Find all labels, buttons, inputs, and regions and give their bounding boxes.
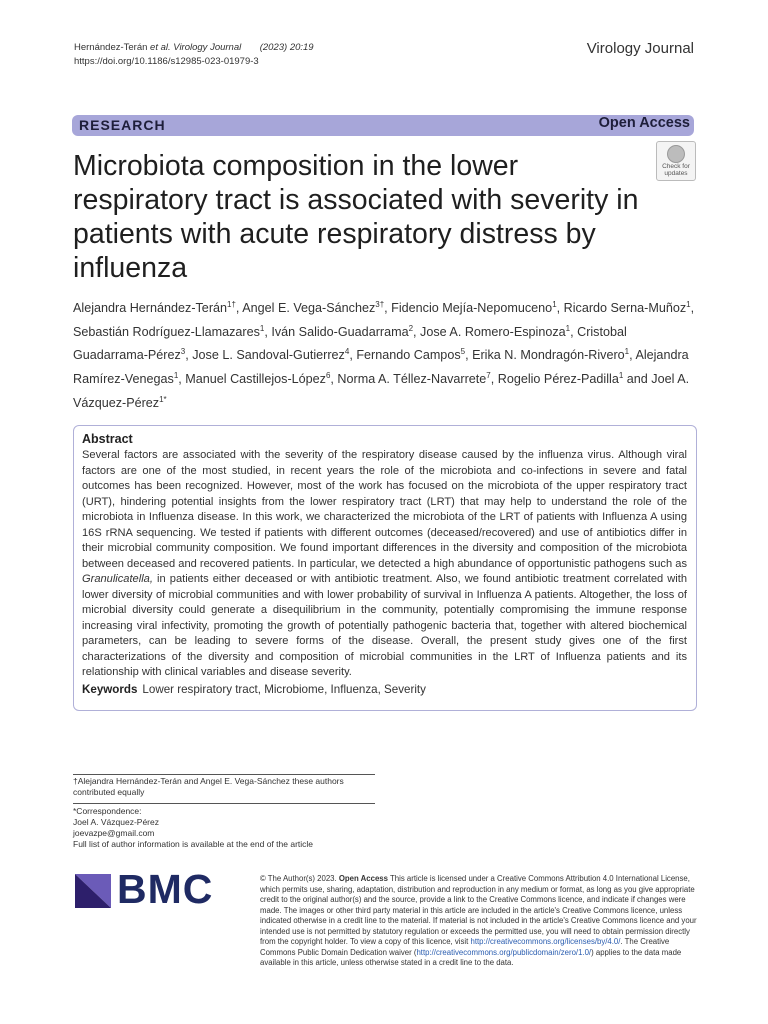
license-body-1: This article is licensed under a Creative Commons Attribution 4.0 International License, which permits use, sharing, adaptation, distribution and reproduction in any medium or format, as long as you give appropriate credit to the original author(s) and the source, provide a link to the Creative Commons licence, and indicate if changes were made. The images or other third party material in this article are included in the article's Creative Commons licence, unless indicated otherwise in a credit line to the material. If material is not included in the article's Creative Commons licence and your intended use is not permitted by statutory regulation or exceeds the permitted use, you will need to obtain permission directly from the copyright holder. To view a copy of this licence, visit bbox=[260, 874, 697, 946]
doi-link[interactable]: https://doi.org/10.1186/s12985-023-01979-3 bbox=[74, 56, 259, 67]
author-name: Joel A. Vázquez-Pérez bbox=[73, 372, 690, 410]
author-name: Cristobal Guadarrama-Pérez bbox=[73, 324, 627, 363]
author-affiliation: 5 bbox=[460, 347, 466, 357]
keywords-label: Keywords bbox=[82, 682, 138, 696]
author-list: Alejandra Hernández-Terán$^{1\dagger}$, Angel E. Vega-Sánchez$^{3\dagger}$, Fidencio Mejía-Nepomuceno$^1$, Ricardo Serna-Muñoz$^1$, Sebastián Rodríguez-Llamazares$^1$, Iván Salido-Guadarrama$^2$, Jose A. Romero-Espinoza$^1$, Cristobal Guadarrama-Pérez$^3$, Jose L. Sandoval-Gutierrez$^4$, Fernando Campos$^5$, Erika N. Mondragón-Rivero$^1$, Alejandra Ramírez-Venegas$^1$, Manuel Castillejos-López$^6$, Norma A. Téllez-Navarrete$^7$, Rogelio Pérez-Padilla$^1$ and Joel A. Vázquez-Pérez$^{1*}$ bbox=[73, 300, 695, 410]
author-affiliation: 1† bbox=[227, 300, 236, 309]
license-link-cc-by[interactable]: http://creativecommons.org/licenses/by/4.0/ bbox=[470, 937, 621, 946]
author-affiliation: 7 bbox=[486, 371, 491, 381]
abstract-text-part2: in patients either deceased or with antibiotic treatment. Also, we found antibiotic treatment correlated with lower diversity of microbial communities and with lower probability of survival in Influenza A patients. Altogether, the loss of microbial diversity could generate a disequilibrium in the community, potentially compromising the immune response increasing viral infectivity, promoting the growth of potentially pathogenic bacteria that, together with altered biochemical parameters, can be leading to severe forms of the disease. Overall, the present study gives one of the first characterizations of the diversity and composition of microbial communities in the LRT of Influenza patients and its relationship with clinical variables and disease severity. bbox=[82, 573, 687, 678]
license-link-cc0[interactable]: http://creativecommons.org/publicdomain/zero/1.0/ bbox=[416, 947, 592, 957]
author-affiliation: 1* bbox=[159, 394, 167, 404]
author-name: Alejandra Hernández-Terán bbox=[73, 301, 228, 316]
correspondence-label: *Correspondence: bbox=[73, 806, 142, 816]
author-affiliation: 6 bbox=[325, 371, 331, 381]
author-name: Norma A. Téllez-Navarrete bbox=[337, 372, 487, 387]
abstract-text-italic: Granulicatella, bbox=[82, 573, 153, 585]
author-affiliation: 4 bbox=[344, 347, 350, 357]
author-name: Jose L. Sandoval-Gutierrez bbox=[192, 348, 345, 363]
author-affiliation: 1 bbox=[173, 371, 179, 381]
journal-name: Virology Journal bbox=[586, 40, 694, 57]
bmc-logo-text: BMC bbox=[117, 866, 214, 912]
keywords-line bbox=[82, 683, 687, 696]
author-name: Erika N. Mondragón-Rivero bbox=[472, 348, 625, 363]
check-for-updates-button[interactable] bbox=[656, 141, 696, 181]
abstract-text-part1: Several factors are associated with the severity of the respiratory disease caused by the influenza virus. Although viral factors are one of the most studied, in recent years the role of the microbiota and co-infections in severe and fatal outcomes has been recognized. However, most of the work has focused on the microbiota of the upper respiratory tract (URT), hindering potential insights from the lower respiratory tract (LRT) that may help to understand the role of the microbiota in Influenza disease. In this work, we characterized the microbiota of the LRT of patients with Influenza A using 16S rRNA sequencing. We tested if patients with different outcomes (deceased/recovered) and use of antibiotics differ in their microbial community composition. We found important differences in the diversity and composition of the microbiota between deceased and recovered patients. In particular, we detected a high abundance of opportunistic pathogens such as bbox=[82, 449, 687, 570]
keywords-values: Lower respiratory tract, Microbiome, Influenza, Severity bbox=[142, 682, 426, 696]
running-header bbox=[74, 41, 314, 69]
citation-line bbox=[74, 41, 314, 55]
check-for-updates-line1: Check for bbox=[662, 163, 690, 170]
author-affiliation: 1 bbox=[565, 323, 571, 333]
author-affiliation: 1 bbox=[618, 371, 624, 381]
author-name: Angel E. Vega-Sánchez bbox=[242, 301, 376, 316]
correspondence-block bbox=[73, 806, 373, 850]
citation-issue: (2023) 20:19 bbox=[259, 42, 314, 53]
author-name: Fernando Campos bbox=[356, 348, 461, 363]
author-affiliation: 3† bbox=[375, 300, 385, 309]
check-for-updates-line2: updates bbox=[664, 170, 688, 177]
license-copyright: © The Author(s) 2023. bbox=[260, 874, 339, 883]
footnote-divider bbox=[73, 803, 375, 804]
check-for-updates-icon bbox=[667, 145, 685, 163]
article-title: Microbiota composition in the lower respiratory tract is associated with severity in patients with acute respiratory distress by influenza bbox=[73, 150, 639, 284]
author-name: Alejandra Ramírez-Venegas bbox=[73, 348, 689, 387]
footnote-divider bbox=[73, 774, 375, 775]
author-affiliation: 1 bbox=[624, 347, 630, 357]
bmc-logo-mark bbox=[75, 874, 111, 908]
author-name: Iván Salido-Guadarrama bbox=[271, 324, 409, 339]
author-name: Sebastián Rodríguez-Llamazares bbox=[73, 324, 260, 339]
author-name: Manuel Castillejos-López bbox=[185, 372, 326, 387]
citation-journal: et al. Virology Journal bbox=[150, 42, 242, 53]
license-text bbox=[260, 874, 700, 969]
license-body-2: . The Creative Commons Public Domain Dedication waiver ( bbox=[260, 937, 670, 957]
abstract-body bbox=[82, 448, 687, 681]
author-affiliation: 1 bbox=[686, 300, 691, 309]
bmc-logo bbox=[75, 866, 215, 912]
author-name: Ricardo Serna-Muñoz bbox=[563, 301, 687, 316]
abstract-box bbox=[73, 425, 697, 711]
correspondence-name: Joel A. Vázquez-Pérez bbox=[73, 817, 159, 827]
correspondence-email[interactable]: joevazpe@gmail.com bbox=[73, 828, 155, 838]
license-open-access: Open Access bbox=[338, 874, 388, 883]
equal-contribution-note: †Alejandra Hernández-Terán and Angel E. Vega-Sánchez these authors contributed equally bbox=[73, 776, 344, 797]
open-access-label: Open Access bbox=[598, 115, 690, 131]
citation-authors: Hernández-Terán bbox=[74, 42, 151, 53]
abstract-heading: Abstract bbox=[82, 432, 133, 446]
affiliation-note: Full list of author information is available at the end of the article bbox=[73, 839, 314, 849]
author-affiliation: 1 bbox=[259, 323, 265, 333]
author-affiliation: 3 bbox=[180, 347, 186, 357]
article-type-band bbox=[72, 115, 694, 136]
author-name: Fidencio Mejía-Nepomuceno bbox=[391, 301, 553, 316]
author-name: Jose A. Romero-Espinoza bbox=[420, 324, 566, 339]
article-type-label: RESEARCH bbox=[79, 117, 166, 133]
license-body-3: ) applies to the data made available in this article, unless otherwise stated in a credit line to the data. bbox=[260, 947, 682, 967]
author-affiliation: 2 bbox=[408, 323, 414, 333]
author-affiliation: 1 bbox=[552, 300, 557, 309]
author-name: Rogelio Pérez-Padilla bbox=[497, 372, 619, 387]
